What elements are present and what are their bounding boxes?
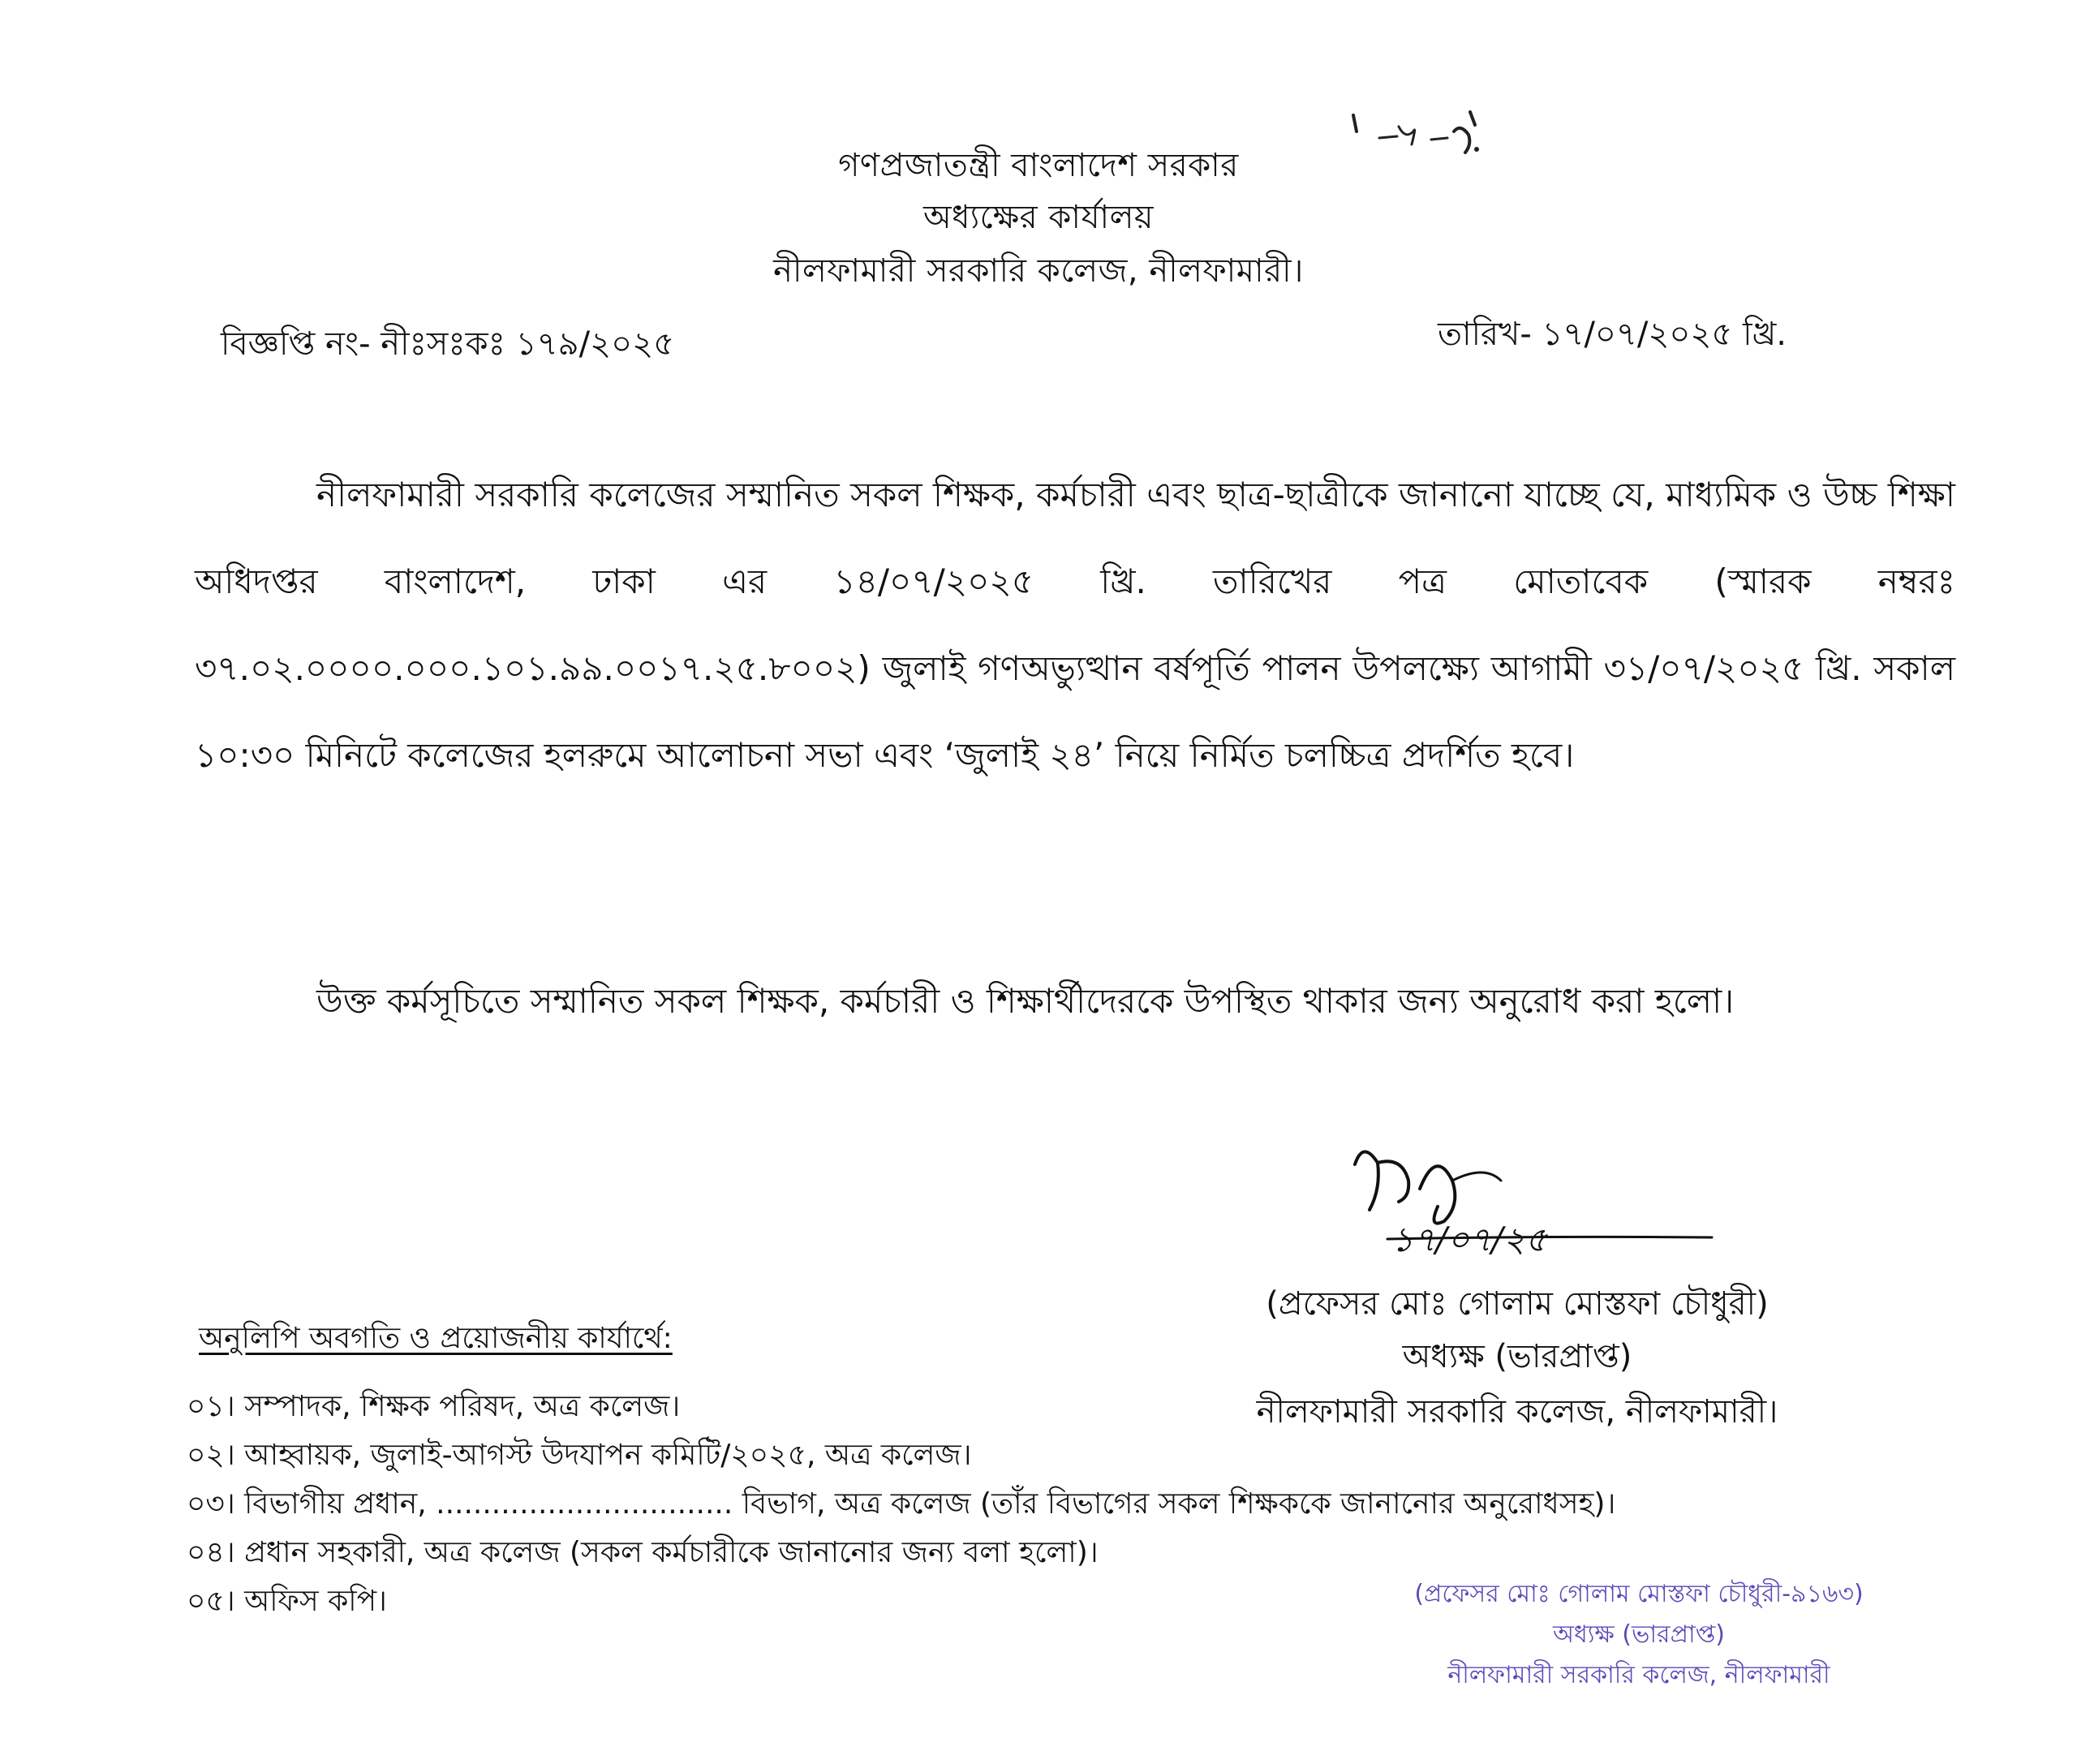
government-title: গণপ্রজাতন্ত্রী বাংলাদেশ সরকার [838, 147, 1239, 184]
signatory-name: (প্রফেসর মোঃ গোলাম মোস্তফা চৌধুরী) [1266, 1285, 1769, 1323]
copy-item: ০৩। বিভাগীয় প্রধান, ................................ বিভাগ, অত্র কলেজ (তাঁর বিভাগের সকল শিক্ষককে জানানোর অনুরোধসহ)। [187, 1487, 1616, 1521]
signature-date: ১৭/০৭/২৫ [1391, 1220, 1548, 1259]
signatory-institution: নীলফামারী সরকারি কলেজ, নীলফামারী। [1256, 1393, 1778, 1431]
copy-item: ০৪। প্রধান সহকারী, অত্র কলেজ (সকল কর্মচারীকে জানানোর জন্য বলা হলো)। [187, 1536, 1099, 1569]
copy-item: ০২। আহ্বায়ক, জুলাই-আগস্ট উদযাপন কমিটি/২০২৫, অত্র কলেজ। [187, 1439, 972, 1472]
official-stamp [1412, 1574, 1866, 1696]
stamp-institution: নীলফামারী সরকারি কলেজ, নীলফামারী [1447, 1661, 1830, 1689]
copy-item: ০৫। অফিস কপি। [187, 1585, 387, 1618]
body-paragraph-1: নীলফামারী সরকারি কলেজের সম্মানিত সকল শিক্ষক, কর্মচারী এবং ছাত্র-ছাত্রীকে জানানো যাচ্ছে যে, মাধ্যমিক ও উচ্চ শিক্ষা অধিদপ্তর বাংলাদেশ, ঢাকা এর ১৪/০৭/২০২৫ খ্রি. তারিখের পত্র মোতাবেক (স্মারক নম্বরঃ ৩৭.০২.০০০০.০০০.১০১.৯৯.০০১৭.২৫.৮০০২) জুলাই গণঅভ্যুত্থান বর্ষপূর্তি পালন উপলক্ষ্যে আগামী ৩১/০৭/২০২৫ খ্রি. সকাল ১০:৩০ মিনিটে কলেজের হলরুমে আলোচনা সভা এবং ‘জুলাই ২৪’ নিয়ে নির্মিত চলচ্চিত্র প্রদর্শিত হবে। [195, 475, 1955, 775]
institution-title: নীলফামারী সরকারি কলেজ, নীলফামারী। [773, 252, 1304, 290]
memo-number: বিজ্ঞপ্তি নং- নীঃসঃকঃ ১৭৯/২০২৫ [221, 325, 675, 363]
memo-date: তারিখ- ১৭/০৭/২০২৫ খ্রি. [1438, 316, 1787, 353]
body-paragraph-2: উক্ত কর্মসূচিতে সম্মানিত সকল শিক্ষক, কর্মচারী ও শিক্ষার্থীদেরকে উপস্থিত থাকার জন্য অনুরোধ করা হলো। [316, 981, 1735, 1021]
handwritten-scribble-icon [1347, 107, 1509, 164]
office-title: অধ্যক্ষের কার্যালয় [923, 199, 1154, 236]
stamp-designation: অধ্যক্ষ (ভারপ্রাপ্ত) [1552, 1620, 1726, 1649]
stamp-name: (প্রফেসর মোঃ গোলাম মোস্তফা চৌধুরী-৯১৬৩) [1414, 1580, 1864, 1608]
copies-heading: অনুলিপি অবগতি ও প্রয়োজনীয় কার্যার্থে: [199, 1322, 673, 1355]
signatory-designation: অধ্যক্ষ (ভারপ্রাপ্ত) [1402, 1338, 1632, 1375]
copy-item: ০১। সম্পাদক, শিক্ষক পরিষদ, অত্র কলেজ। [187, 1390, 681, 1423]
